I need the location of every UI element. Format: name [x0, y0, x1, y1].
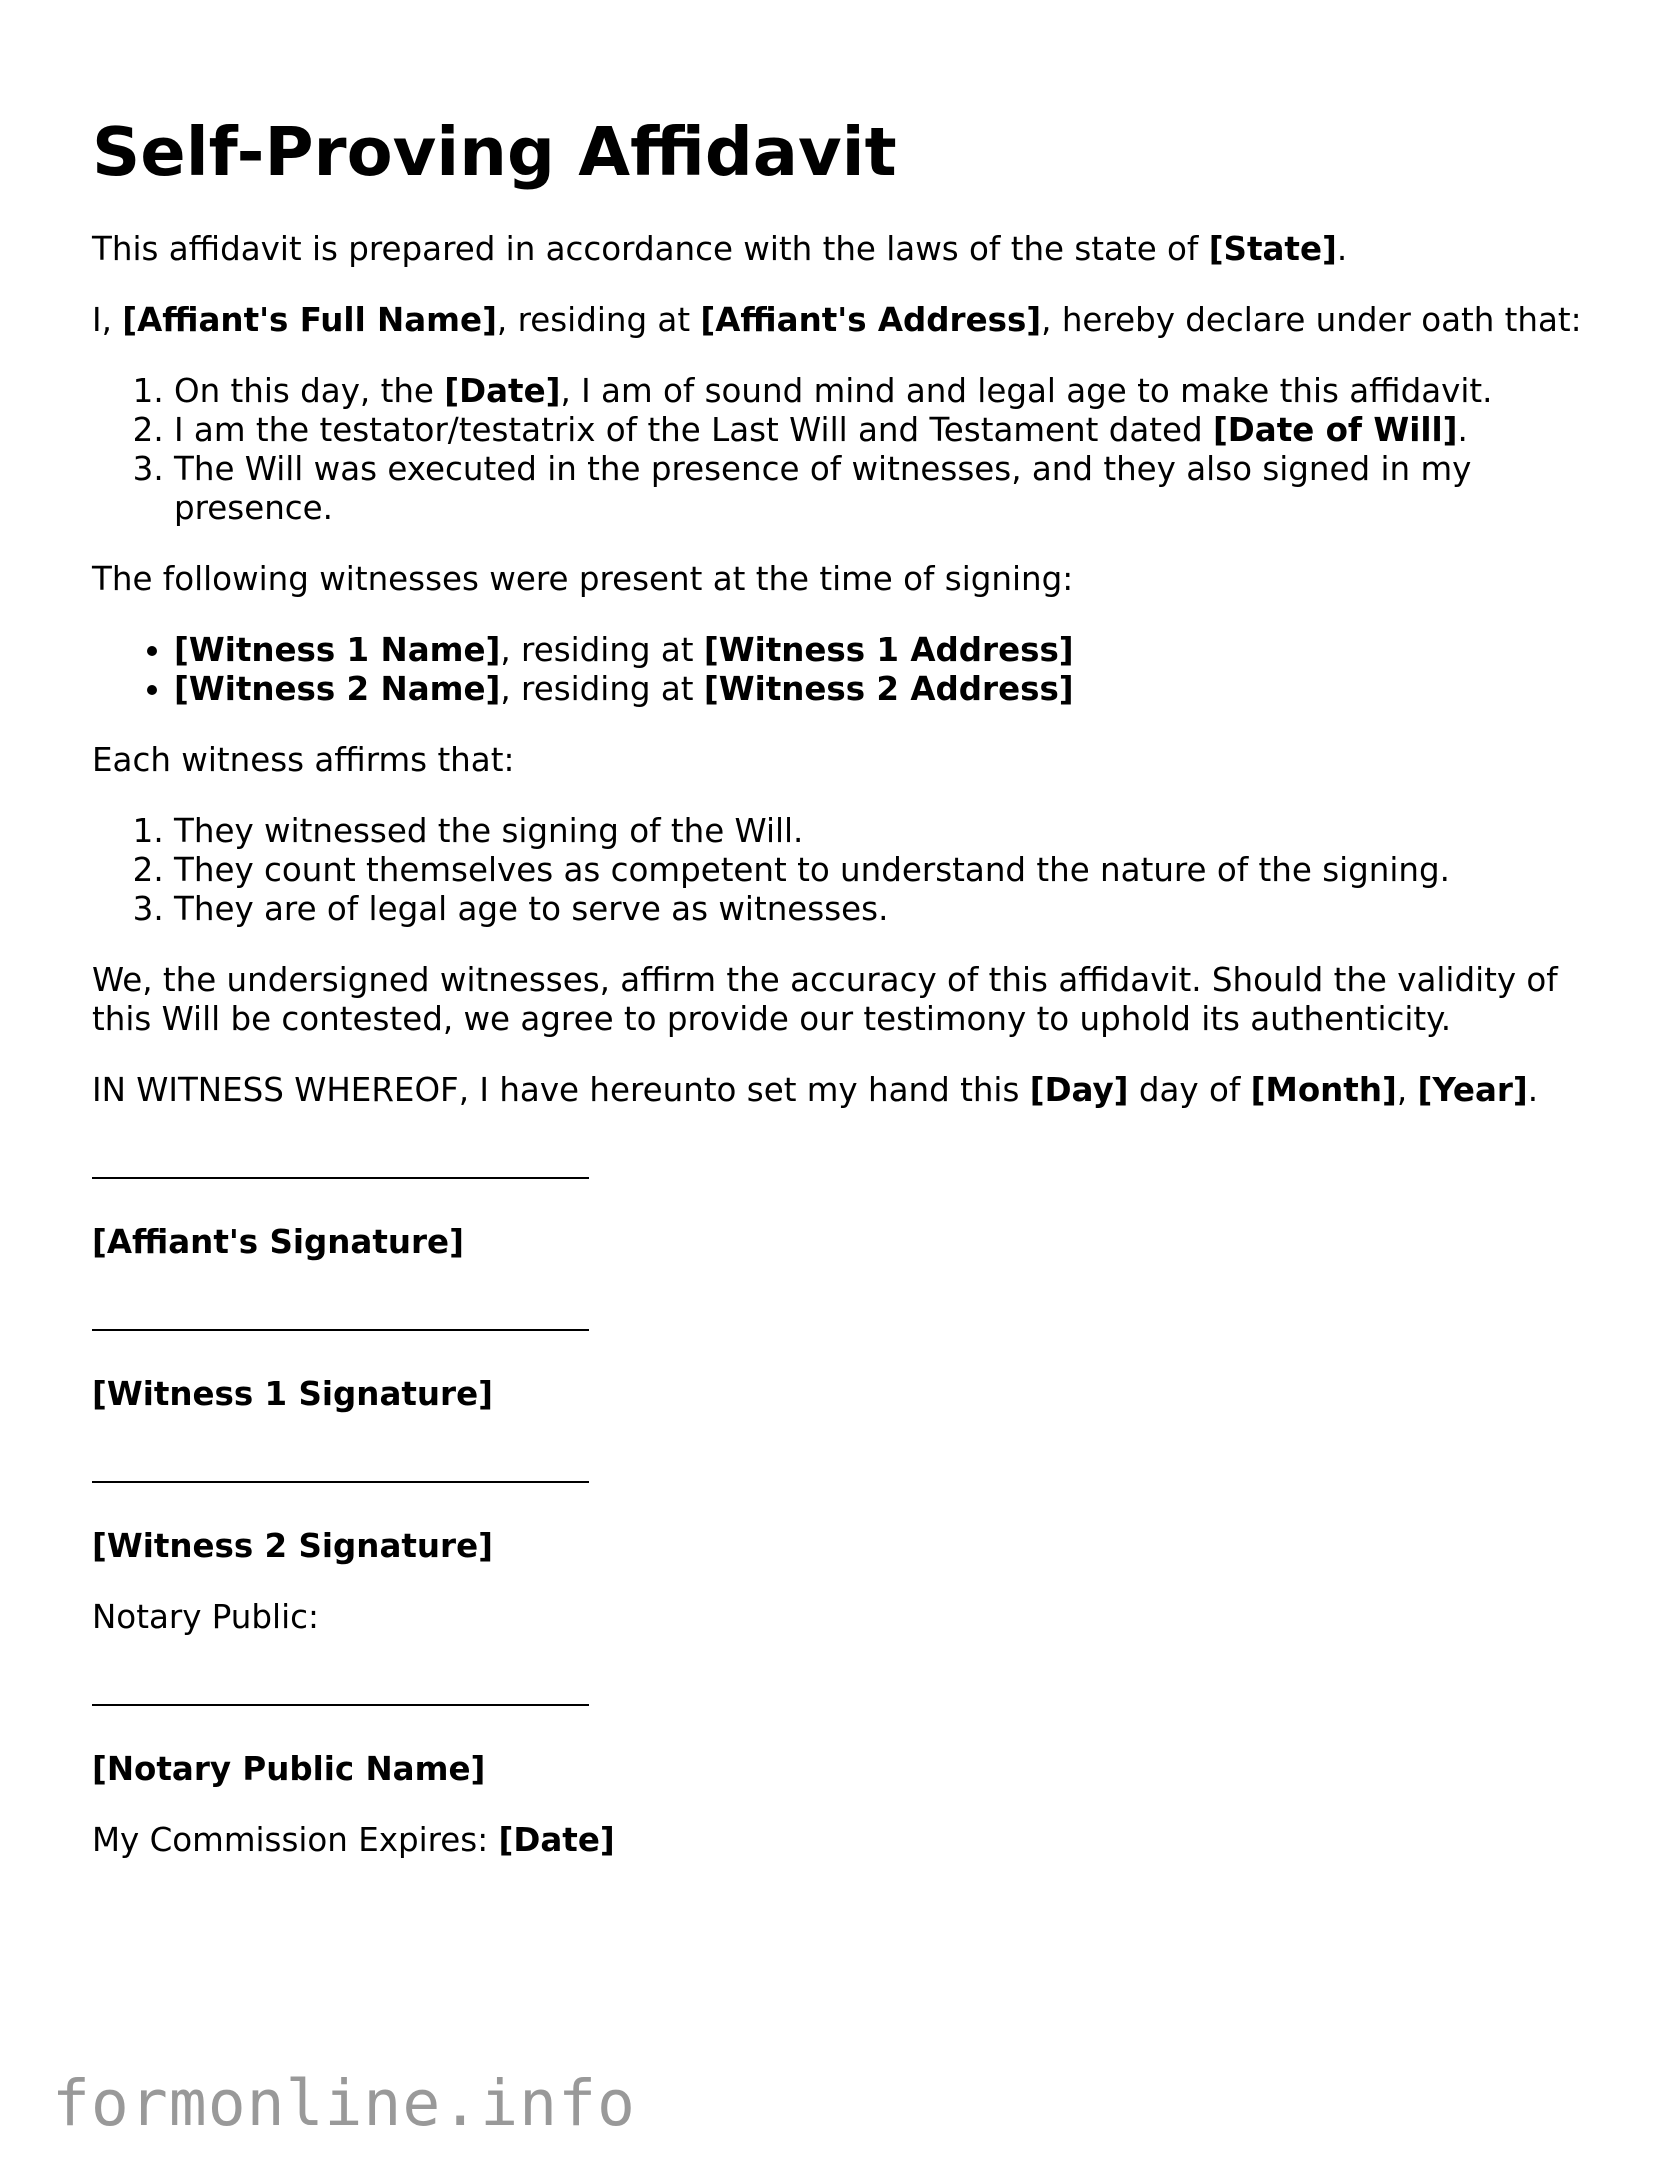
statement-text: , I am of sound mind and legal age to make this affidavit. — [560, 372, 1493, 410]
list-item: 1. They witnessed the signing of the Will. — [174, 812, 1592, 851]
intro-paragraph — [92, 230, 1592, 269]
intro-text: This affidavit is prepared in accordance with the laws of the state of — [92, 230, 1209, 268]
witness2-signature-label — [92, 1527, 1592, 1566]
list-item — [174, 372, 1592, 411]
notary-name-placeholder: [Notary Public Name] — [92, 1750, 486, 1788]
document-page — [92, 112, 1592, 1892]
affirm-intro: Each witness affirms that: — [92, 741, 515, 779]
commission-expires — [92, 1821, 1592, 1860]
whereof-text: , — [1396, 1071, 1418, 1109]
day-placeholder: [Day] — [1029, 1071, 1129, 1109]
list-item: 2. They count themselves as competent to understand the nature of the signing. — [174, 851, 1592, 890]
affirmations-list — [92, 812, 1592, 929]
list-item — [174, 411, 1592, 450]
statements-list — [92, 372, 1592, 528]
witness-text: , residing at — [500, 631, 704, 669]
witness1-signature-label — [92, 1375, 1592, 1414]
commission-label: My Commission Expires: — [92, 1821, 499, 1859]
statement-text: I am the testator/testatrix of the Last Will and Testament dated — [174, 411, 1213, 449]
notary-signature-line — [92, 1704, 589, 1706]
statement-text: . — [1457, 411, 1468, 449]
affiant-signature-line — [92, 1177, 589, 1179]
watermark: formonline.info — [52, 2067, 636, 2140]
witness2-signature-placeholder: [Witness 2 Signature] — [92, 1527, 493, 1565]
witness2-signature-line — [92, 1481, 589, 1483]
month-placeholder: [Month] — [1250, 1071, 1397, 1109]
witness-address-placeholder: [Witness 1 Address] — [703, 631, 1074, 669]
witness1-signature-placeholder: [Witness 1 Signature] — [92, 1375, 493, 1413]
state-placeholder: [State] — [1208, 230, 1337, 268]
declaration-text: , residing at — [496, 301, 701, 339]
declaration-text: , hereby declare under oath that: — [1041, 301, 1582, 339]
affiant-address-placeholder: [Affiant's Address] — [700, 301, 1042, 339]
notary-name-label — [92, 1750, 1592, 1789]
witness-text: , residing at — [500, 670, 704, 708]
list-item: 3. The Will was executed in the presence of witnesses, and they also signed in my presence. — [174, 450, 1592, 528]
whereof-text: IN WITNESS WHEREOF, I have hereunto set my hand this — [92, 1071, 1030, 1109]
list-item — [174, 631, 1592, 670]
affiant-signature-label — [92, 1223, 1592, 1262]
whereof-text: . — [1527, 1071, 1539, 1109]
commission-date-placeholder: [Date] — [498, 1821, 615, 1859]
statement-text: On this day, the — [174, 372, 445, 410]
witnesses-list — [92, 631, 1592, 709]
affiant-signature-placeholder: [Affiant's Signature] — [92, 1223, 464, 1261]
witness-address-placeholder: [Witness 2 Address] — [703, 670, 1074, 708]
declaration-paragraph — [92, 301, 1592, 340]
list-item — [174, 670, 1592, 709]
witness1-signature-line — [92, 1329, 589, 1331]
witness-name-placeholder: [Witness 1 Name] — [174, 631, 501, 669]
year-placeholder: [Year] — [1417, 1071, 1528, 1109]
list-item: 3. They are of legal age to serve as witnesses. — [174, 890, 1592, 929]
page-title: Self-Proving Affidavit — [92, 113, 897, 191]
declaration-text: I, — [92, 301, 123, 339]
affiant-name-placeholder: [Affiant's Full Name] — [122, 301, 497, 339]
will-date-placeholder: [Date of Will] — [1212, 411, 1458, 449]
whereof-paragraph — [92, 1071, 1592, 1110]
whereof-text: day of — [1128, 1071, 1251, 1109]
witness-name-placeholder: [Witness 2 Name] — [174, 670, 501, 708]
witnesses-intro: The following witnesses were present at the time of signing: — [92, 560, 1074, 598]
undersigned-paragraph: We, the undersigned witnesses, affirm the accuracy of this affidavit. Should the validity of this Will be contested, we agree to provide our testimony to uphold its authenticity. — [92, 961, 1558, 1038]
date-placeholder: [Date] — [444, 372, 561, 410]
notary-label: Notary Public: — [92, 1598, 319, 1636]
intro-suffix: . — [1336, 230, 1348, 268]
